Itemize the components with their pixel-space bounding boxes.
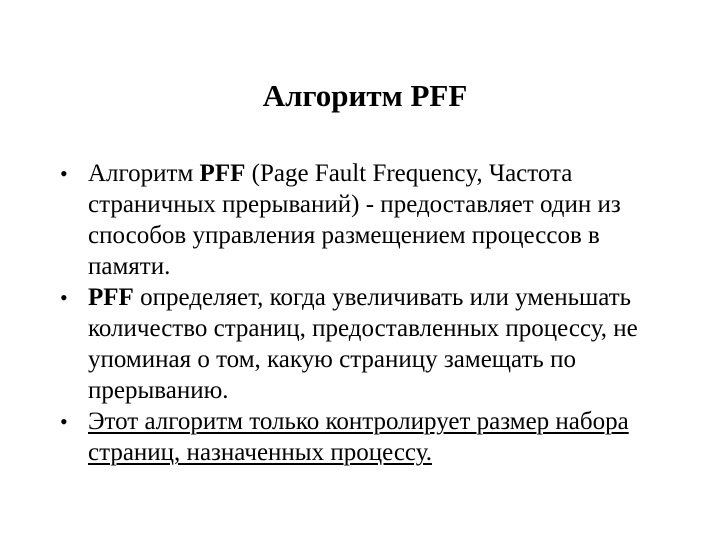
bullet-icon: • (60, 409, 68, 434)
bullet-1-text-a: Алгоритм (88, 160, 200, 187)
bullet-icon: • (60, 285, 68, 310)
bullet-2-term-pff: PFF (88, 284, 134, 311)
bullet-item-2 (58, 282, 668, 406)
bullet-3-text: Этот алгоритм только контролирует размер набора страниц, назначенных процессу. (88, 408, 629, 466)
bullet-list (58, 158, 668, 468)
bullet-1-term-pff: PFF (199, 160, 246, 187)
bullet-item-3 (58, 406, 668, 468)
bullet-2-text: определяет, когда увеличивать или уменьшать количество страниц, предоставленных процессу, не упоминая о том, какую страницу замещать по прерыванию. (88, 284, 638, 404)
bullet-item-1 (58, 158, 668, 282)
bullet-1-text-b: (Page Fault Frequency, Частота страничных прерываний) - предоставляет один из способов управления размещением процессов в памяти. (88, 160, 621, 280)
slide-title: Алгоритм PFF (262, 78, 468, 113)
bullet-icon: • (60, 161, 68, 186)
